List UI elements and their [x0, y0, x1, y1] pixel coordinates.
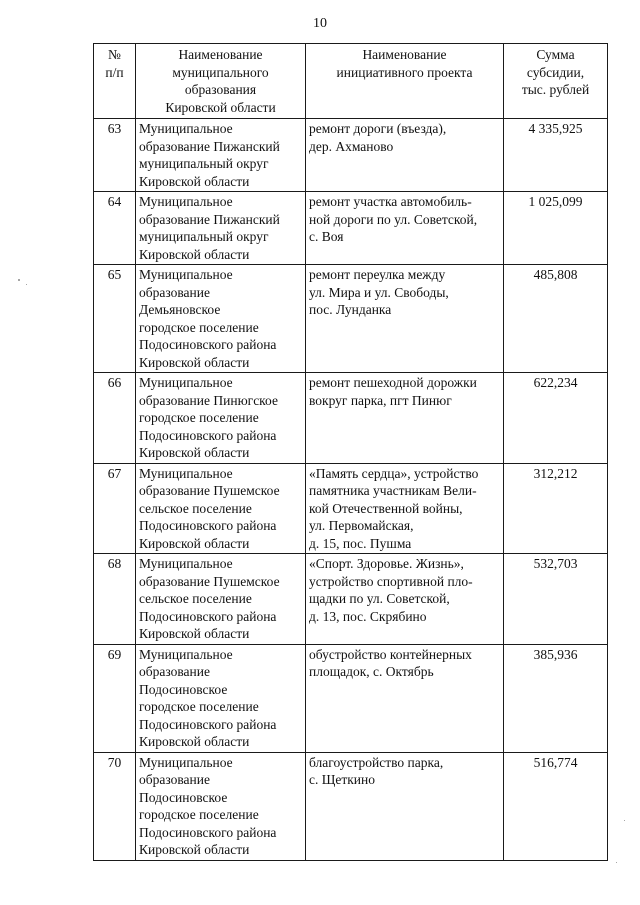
text-line: Сумма — [536, 47, 575, 62]
text-line: Кировской области — [165, 99, 276, 115]
text-line: Подосиновского района — [139, 337, 277, 352]
text-line: Муниципальное — [139, 465, 233, 481]
text-line: памятника участникам Вели- — [309, 483, 477, 498]
text-line: Подосиновского района — [139, 427, 277, 443]
text-line: площадок, с. Октябрь — [309, 664, 434, 679]
text-line: Муниципальное — [139, 556, 233, 571]
project-name — [306, 265, 504, 373]
row-number: 67 — [94, 463, 136, 554]
text-line: образование Пижанский — [139, 211, 280, 227]
table-row — [94, 752, 608, 860]
text-line: устройство спортивной пло- — [309, 573, 473, 589]
municipality-name — [136, 752, 306, 860]
project-name — [306, 192, 504, 265]
text-line: с. Воя — [309, 229, 344, 244]
row-number: 66 — [94, 373, 136, 464]
subsidy-amount: 532,703 — [504, 554, 608, 645]
text-line: городское поселение — [139, 807, 259, 822]
text-line: Муниципальное — [139, 121, 233, 136]
text-line: д. 13, пос. Скрябино — [309, 608, 427, 624]
scan-speck — [616, 862, 617, 863]
text-line: образования — [184, 82, 257, 97]
text-line: образование Пушемское — [139, 483, 280, 498]
row-number: 64 — [94, 192, 136, 265]
text-line: Кировской области — [139, 626, 250, 641]
text-line: благоустройство парка, — [309, 754, 444, 770]
text-line: № — [108, 47, 121, 62]
header-project — [306, 44, 504, 119]
text-line: Муниципальное — [139, 646, 233, 662]
text-line: ремонт пешеходной дорожки — [309, 375, 477, 390]
text-line: образование Пижанский — [139, 138, 280, 154]
text-line: Подосиновского района — [139, 608, 277, 624]
text-line: образование Пушемское — [139, 573, 280, 589]
text-line: «Память сердца», устройство — [309, 465, 479, 481]
text-line: Кировской области — [139, 246, 250, 262]
text-line: с. Щеткино — [309, 772, 376, 787]
municipality-name — [136, 554, 306, 645]
text-line: дер. Ахманово — [309, 138, 394, 154]
subsidy-amount: 485,808 — [504, 265, 608, 373]
scan-speck — [18, 279, 20, 281]
text-line: щадки по ул. Советской, — [309, 591, 450, 606]
text-line: Кировской области — [139, 354, 250, 370]
text-line: субсидии, — [526, 64, 585, 80]
text-line: Подосиновское — [139, 789, 228, 805]
text-line: Наименование — [178, 47, 263, 62]
project-name — [306, 554, 504, 645]
text-line: Муниципальное — [139, 754, 233, 770]
text-line: ремонт дороги (въезда), — [309, 121, 447, 136]
subsidy-amount: 385,936 — [504, 644, 608, 752]
text-line: сельское поселение — [139, 591, 252, 606]
subsidy-amount: 4 335,925 — [504, 119, 608, 192]
municipality-name — [136, 463, 306, 554]
text-line: пос. Лунданка — [309, 302, 392, 317]
header-amount — [504, 44, 608, 119]
text-line: «Спорт. Здоровье. Жизнь», — [309, 556, 464, 571]
text-line: образование Пинюгское — [139, 392, 278, 408]
text-line: ремонт участка автомобиль- — [309, 194, 472, 209]
text-line: Муниципальное — [139, 267, 233, 282]
text-line: инициативного проекта — [336, 64, 473, 80]
scan-speck — [26, 284, 27, 285]
text-line: кой Отечественной войны, — [309, 500, 463, 516]
table-header-row — [94, 44, 608, 119]
page-number: 10 — [313, 16, 327, 31]
row-number: 63 — [94, 119, 136, 192]
table-row — [94, 265, 608, 373]
subsidy-amount: 622,234 — [504, 373, 608, 464]
subsidy-amount: 312,212 — [504, 463, 608, 554]
text-line: ной дороги по ул. Советской, — [309, 211, 478, 227]
row-number: 70 — [94, 752, 136, 860]
project-name — [306, 119, 504, 192]
text-line: образование — [139, 664, 210, 679]
row-number: 65 — [94, 265, 136, 373]
project-name — [306, 644, 504, 752]
municipality-name — [136, 373, 306, 464]
text-line: Муниципальное — [139, 375, 233, 390]
text-line: городское поселение — [139, 319, 259, 335]
text-line: Кировской области — [139, 445, 250, 460]
table-row — [94, 644, 608, 752]
text-line: Подосиновское — [139, 681, 228, 697]
text-line: Демьяновское — [139, 302, 221, 317]
row-number: 69 — [94, 644, 136, 752]
text-line: образование — [139, 284, 210, 300]
text-line: тыс. рублей — [521, 82, 590, 97]
project-name — [306, 373, 504, 464]
text-line: сельское поселение — [139, 500, 252, 516]
text-line: городское поселение — [139, 699, 259, 714]
scan-speck — [624, 820, 625, 821]
table-row — [94, 192, 608, 265]
project-name — [306, 463, 504, 554]
subsidy-amount: 516,774 — [504, 752, 608, 860]
municipality-name — [136, 119, 306, 192]
text-line: вокруг парка, пгт Пинюг — [309, 392, 452, 408]
text-line: муниципального — [172, 64, 269, 80]
table-row — [94, 554, 608, 645]
project-name — [306, 752, 504, 860]
municipality-name — [136, 265, 306, 373]
text-line: муниципальный округ — [139, 156, 269, 171]
text-line: образование — [139, 772, 210, 787]
municipality-name — [136, 644, 306, 752]
text-line: Кировской области — [139, 734, 250, 749]
text-line: Наименование — [362, 47, 447, 62]
text-line: ул. Первомайская, — [309, 518, 414, 533]
table-row — [94, 119, 608, 192]
text-line: Подосиновского района — [139, 716, 277, 732]
table-row — [94, 463, 608, 554]
text-line: Муниципальное — [139, 194, 233, 209]
text-line: д. 15, пос. Пушма — [309, 535, 412, 551]
table-row — [94, 373, 608, 464]
text-line: обустройство контейнерных — [309, 646, 472, 662]
municipality-name — [136, 192, 306, 265]
text-line: городское поселение — [139, 410, 259, 425]
text-line: п/п — [105, 64, 124, 80]
text-line: муниципальный округ — [139, 229, 269, 244]
subsidy-table — [93, 43, 608, 861]
text-line: ремонт переулка между — [309, 267, 446, 282]
text-line: Кировской области — [139, 535, 250, 551]
header-num — [94, 44, 136, 119]
text-line: ул. Мира и ул. Свободы, — [309, 284, 449, 300]
text-line: Подосиновского района — [139, 824, 277, 840]
text-line: Кировской области — [139, 173, 250, 189]
header-municipality — [136, 44, 306, 119]
subsidy-amount: 1 025,099 — [504, 192, 608, 265]
text-line: Кировской области — [139, 842, 250, 857]
text-line: Подосиновского района — [139, 518, 277, 533]
row-number: 68 — [94, 554, 136, 645]
